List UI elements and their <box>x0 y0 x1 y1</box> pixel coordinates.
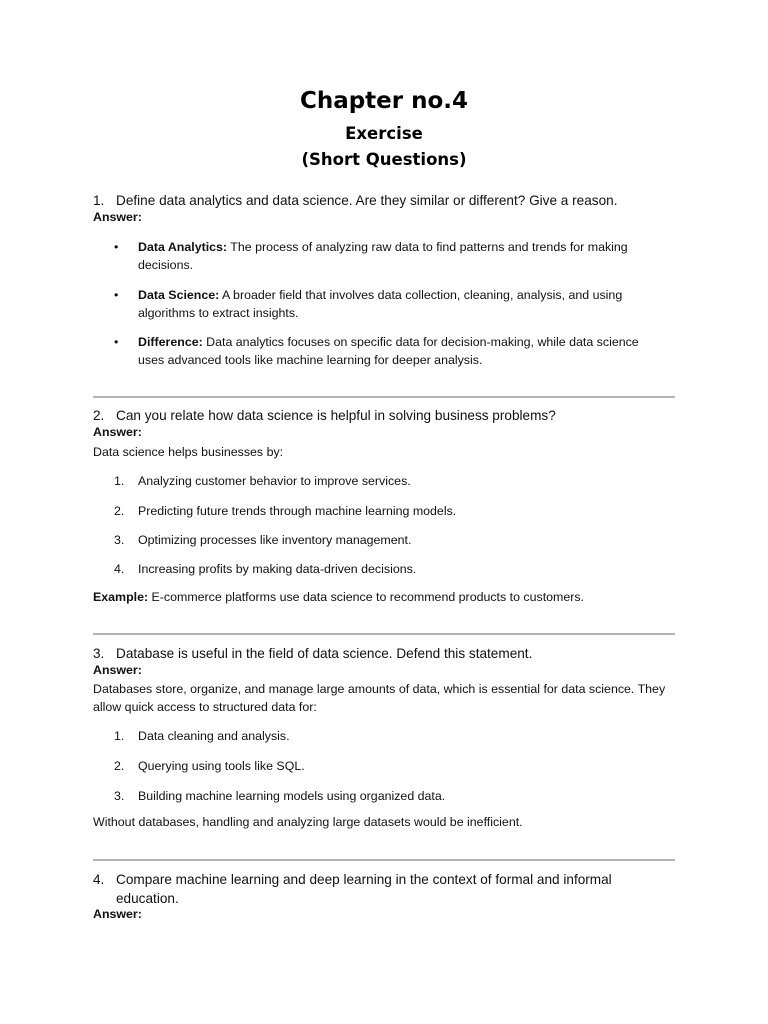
bullet-icon: • <box>114 288 119 302</box>
list-number: 2. <box>114 759 125 773</box>
section-divider <box>93 633 675 635</box>
list-number: 3. <box>114 533 125 547</box>
short-questions-heading: (Short Questions) <box>301 150 467 169</box>
question-2 <box>93 406 683 425</box>
question-text: Database is useful in the field of data science. Defend this statement. <box>116 646 533 661</box>
list-text: Data cleaning and analysis. <box>138 729 290 743</box>
answer-intro: Data science helps businesses by: <box>93 445 284 459</box>
bullet-item <box>114 286 659 322</box>
question-number: 1. <box>93 193 105 208</box>
question-text: Define data analytics and data science. Are they similar or different? Give a reason. <box>116 193 618 208</box>
bullet-icon: • <box>114 240 119 254</box>
list-item <box>114 727 659 745</box>
bullet-term: Data Science: <box>138 288 220 302</box>
bullet-item <box>114 238 659 274</box>
example-label: Example: <box>93 590 149 604</box>
list-item <box>114 787 659 805</box>
example-text: E-commerce platforms use data science to recommend products to customers. <box>148 590 585 604</box>
list-item <box>114 560 659 578</box>
bullet-text: Data analytics focuses on specific data for decision-making, while data science uses advanced tools like machine learning for deeper analysis. <box>138 335 639 367</box>
answer-label: Answer: <box>93 907 142 921</box>
question-1 <box>93 191 683 210</box>
bullet-term: Difference: <box>138 335 203 349</box>
answer-intro: Databases store, organize, and manage large amounts of data, which is essential for data science. They allow quick access to structured data for: <box>93 682 666 714</box>
bullet-text: The process of analyzing raw data to find patterns and trends for making decisions. <box>138 240 628 272</box>
list-text: Building machine learning models using organized data. <box>138 789 446 803</box>
list-text: Predicting future trends through machine learning models. <box>138 504 457 518</box>
list-item <box>114 531 659 549</box>
list-item <box>114 502 659 520</box>
list-item <box>114 472 659 490</box>
list-number: 1. <box>114 729 125 743</box>
answer-label: Answer: <box>93 210 142 224</box>
list-number: 4. <box>114 562 125 576</box>
question-number: 2. <box>93 408 105 423</box>
list-item <box>114 757 659 775</box>
list-text: Querying using tools like SQL. <box>138 759 305 773</box>
bullet-item <box>114 333 659 369</box>
question-3 <box>93 644 683 663</box>
question-text: Can you relate how data science is helpful in solving business problems? <box>116 408 556 423</box>
question-text: Compare machine learning and deep learning in the context of formal and informal education. <box>116 872 612 906</box>
question-number: 3. <box>93 646 105 661</box>
question-4 <box>93 870 653 908</box>
answer-label: Answer: <box>93 663 142 677</box>
bullet-icon: • <box>114 335 119 349</box>
list-text: Optimizing processes like inventory management. <box>138 533 412 547</box>
question-number: 4. <box>93 872 105 887</box>
chapter-title: Chapter no.4 <box>299 88 469 114</box>
list-number: 3. <box>114 789 125 803</box>
list-number: 2. <box>114 504 125 518</box>
list-text: Analyzing customer behavior to improve services. <box>138 474 411 488</box>
answer-closing: Without databases, handling and analyzing large datasets would be inefficient. <box>93 815 523 829</box>
list-text: Increasing profits by making data-driven decisions. <box>138 562 417 576</box>
section-divider <box>93 859 675 861</box>
list-number: 1. <box>114 474 125 488</box>
section-divider <box>93 396 675 398</box>
exercise-heading: Exercise <box>345 124 423 143</box>
answer-label: Answer: <box>93 425 142 439</box>
bullet-term: Data Analytics: <box>138 240 228 254</box>
example-line <box>93 588 668 606</box>
bullet-text: A broader field that involves data collection, cleaning, analysis, and using algorithms to extract insights. <box>138 288 623 320</box>
